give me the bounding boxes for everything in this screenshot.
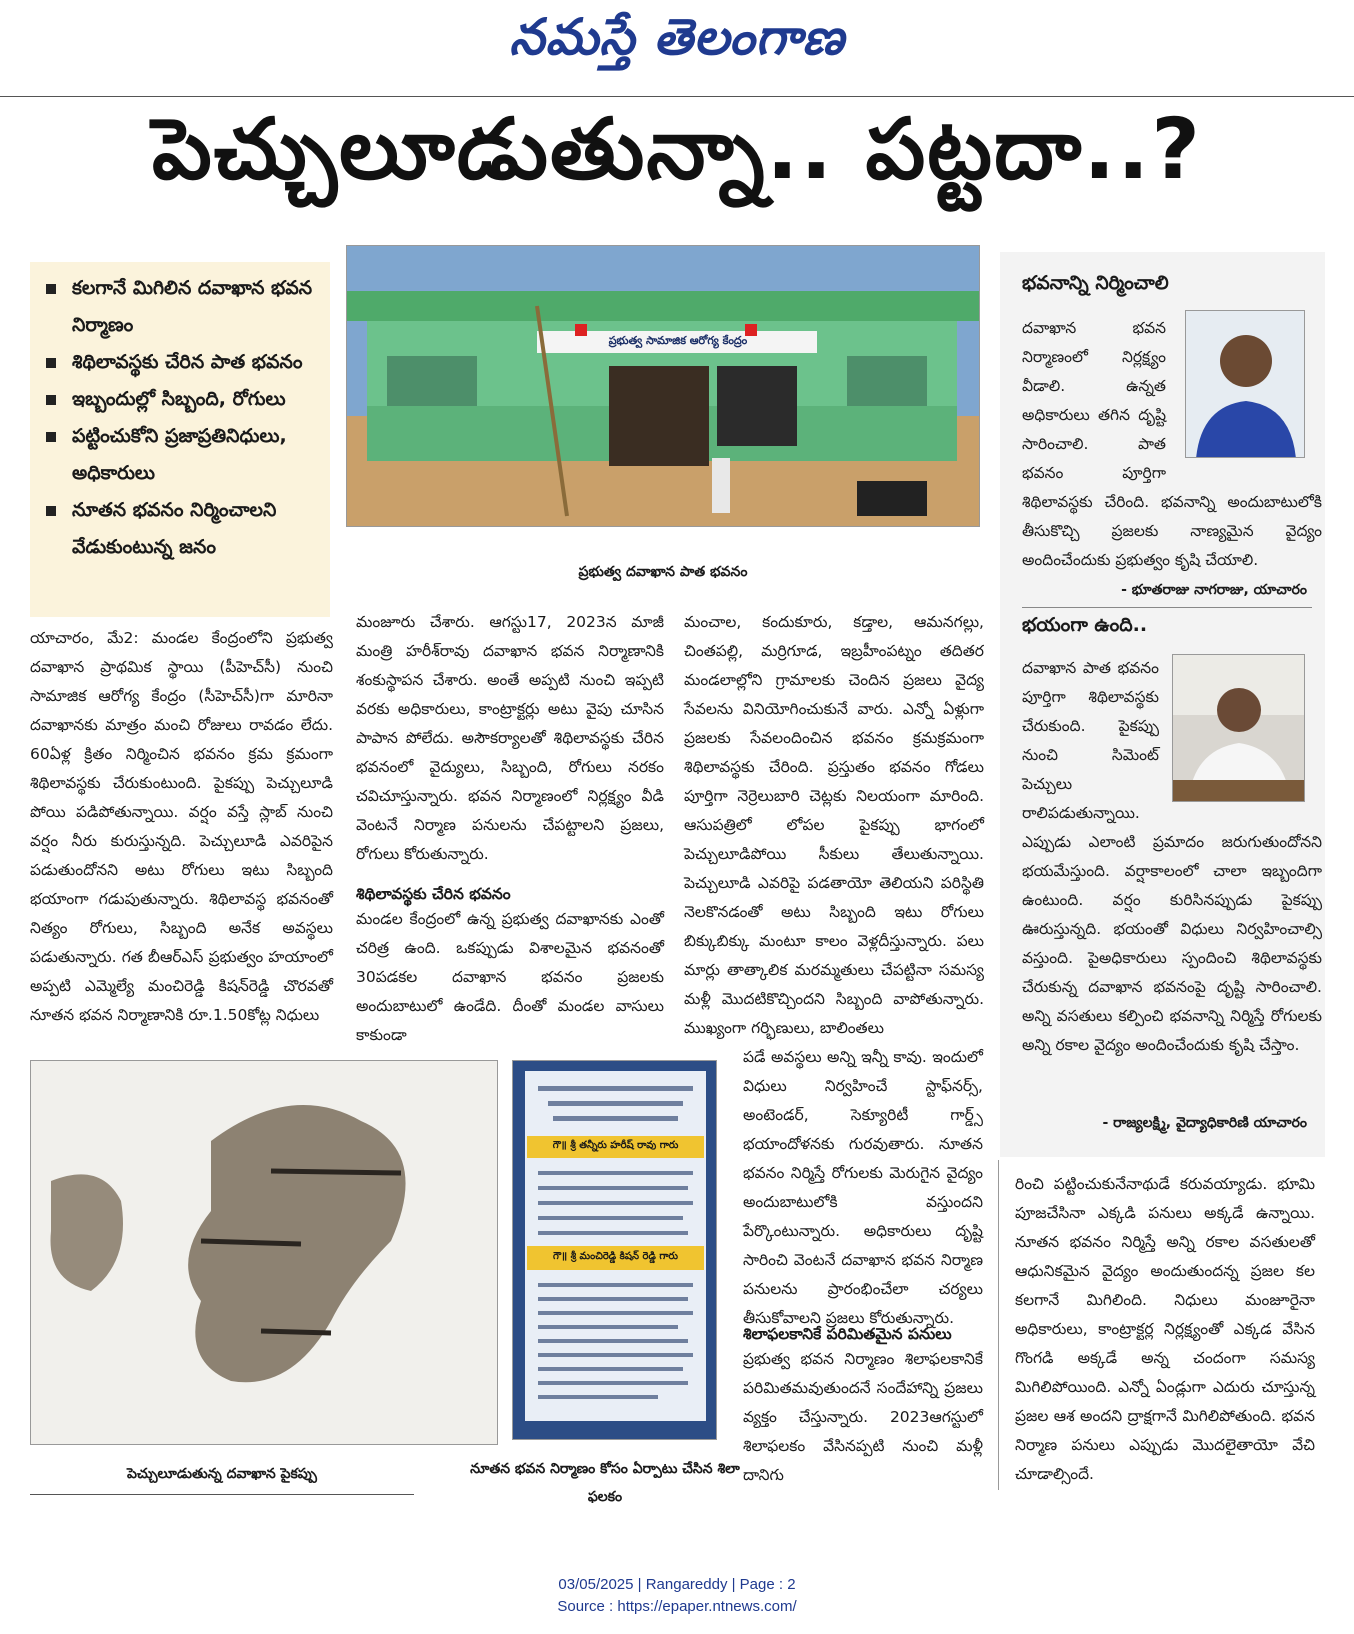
top-photo-caption: ప్రభుత్వ దవాఖాన పాత భవనం (578, 564, 748, 580)
footer-date-edition: 03/05/2025 | Rangareddy | Page : 2 (558, 1576, 796, 1593)
quote2-photo-wrap (1159, 654, 1322, 804)
quote1-heading: భవనాన్ని నిర్మించాలి (1022, 272, 1169, 294)
article-col-3c: ప్రభుత్వ భవన నిర్మాణం శిలాఫలకానికే పరిమితమవుతుందనే సందేహాన్ని ప్రజలు వ్యక్తం చేస్తున్నారు. 2023ఆగస్టులో శిలాఫలకం వేసినప్పటి నుంచి మళ్లీ దానిగు (743, 1350, 983, 1484)
plaque-photo-caption: నూతన భవన నిర్మాణం కోసం ఏర్పాటు చేసిన శిలా ఫలకం (470, 1461, 740, 1505)
ceiling-caption-rule (30, 1494, 414, 1495)
article-col-3b: పడే అవస్థలు అన్ని ఇన్నీ కావు. ఇందులో విధులు నిర్వహించే స్టాఫ్‌నర్స్, అంటెండర్, సెక్యూరిటీ గార్డ్స్ భయాందోళనకు గురవుతారు. నూతన భవనం నిర్మిస్తే రోగులకు మెరుగైన వైద్యం అందుబాటులోకి వస్తుందని పేర్కొంటున్నారు. అధికారులు దృష్టి సారించి వెంటనే దవాఖాన భవన నిర్మాణ పనులను ప్రారంభించేలా చర్యలు తీసుకోవాలని ప్రజలు కోరుతున్నారు. (743, 1048, 983, 1327)
plaque-name-2: గౌ॥ శ్రీ మంచిరెడ్డి కిషన్ రెడ్డి గారు (553, 1251, 678, 1262)
quote2-heading: భయంగా ఉంది.. (1022, 614, 1148, 636)
footer-source[interactable]: Source : https://epaper.ntnews.com/ (557, 1598, 797, 1615)
building-sign-text: ప్రభుత్వ సామాజిక ఆరోగ్య కేంద్రం (608, 334, 748, 347)
quote2-attribution: - రాజ్యలక్ష్మి, వైద్యాధికారిణి యాచారం (1102, 1115, 1307, 1131)
ceiling-photo-caption: పెచ్చులూడుతున్న దవాఖాన పైకప్పు (127, 1466, 317, 1482)
masthead-logo: నమస్తే తెలంగాణ (509, 8, 845, 66)
article-col-3a: మంచాల, కందుకూరు, కడ్తాల, ఆమనగల్లు, చింతపల్లి, మర్రిగూడ, ఇబ్రహీంపట్నం తదితర మండలాల్లోని గ్రామాలకు చెందిన ప్రజలు వైద్య సేవలను వినియోగించుకునే వారు. ఎన్నో ఏళ్లుగా ప్రజలకు సేవలందించిన భవనం క్రమక్రమంగా శిథిలావస్థకు చేరింది. ప్రస్తుతం భవనం గోడలు పూర్తిగా నెర్రెలుబారి చెట్లకు నిలయంగా మారింది. ఆసుపత్రిలో లోపల పైకప్పు భాగంలో పెచ్చులూడిపోయి సీకులు తేలుతున్నాయి. పెచ్చులూడి ఎవరిపై పడతాయో తెలియని పరిస్థితి నెలకొనడంతో అటు సిబ్బంది ఇటు రోగులు బిక్కుబిక్కు మంటూ కాలం వెళ్లదీస్తున్నారు. పలు మార్లు తాత్కాలిక మరమ్మతులు చేపట్టినా సమస్య మళ్లీ మొదటికొచ్చిందని సిబ్బంది వాపోతున్నారు. ముఖ్యంగా గర్భిణులు, బాలింతలు (684, 613, 984, 1037)
highlights-box (30, 262, 330, 617)
highlight-item: నూతన భవనం నిర్మించాలని వేడుకుంటున్న జనం (40, 492, 320, 566)
bullet-square-icon (46, 358, 56, 368)
quote2-text: దవాఖాన పాత భవనం పూర్తిగా శిథిలావస్థకు చేరుకుంది. పైకప్పు నుంచి సిమెంట్ పెచ్చులు రాలిపడుతున్నాయి. ఎప్పుడు ఎలాంటి ప్రమాదం జరుగుతుందోనని భయమేస్తుంది. వర్షాకాలంలో చాలా ఇబ్బందిగా ఉంటుంది. వర్షం కురిసినప్పుడు పైకప్పు ఊరుస్తున్నది. భయంతో విధులు నిర్వహించాల్సి వస్తుంది. పైఅధికారులు స్పందించి శిథిలావస్థకు చేరుకున్న దవాఖాన భవనంపై దృష్టి సారించాలి. అన్ని వసతులు కల్పించి భవనాన్ని నిర్మిస్తే రోగులకు అన్ని రకాల వైద్యం అందించేందుకు కృషి చేస్తాం. (1022, 654, 1322, 1060)
bullet-square-icon (46, 395, 56, 405)
article-col-4: రించి పట్టించుకునేనాథుడే కరువయ్యాడు. భూమి పూజచేసినా ఎక్కడి పనులు అక్కడే ఉన్నాయి. నూతన భవనం నిర్మిస్తే అన్ని రకాల వసతులతో ఆధునికమైన వైద్యం అందుతుందన్న ప్రజల కల కలగానే మిగిలింది. నిధులు మంజూరైనా అధికారులు, కాంట్రాక్టర్ల నిర్లక్ష్యంతో ఎక్కడ వేసిన గొంగడి అక్కడే అన్న చందంగా సమస్య మిగిలిపోయింది. ఎన్నో ఏండ్లుగా ఎదురు చూస్తున్న ప్రజల ఆశ అందని ద్రాక్షగానే మిగిలిపోతుంది. భవన నిర్మాణ పనులు ఎప్పుడు మొదలైతాయో వేచి చూడాల్సిందే. (1015, 1175, 1315, 1483)
highlight-item: పట్టించుకోని ప్రజాప్రతినిధులు, అధికారులు (40, 418, 320, 492)
building-illustration (347, 246, 980, 527)
quotes-sidebar (1000, 252, 1325, 1157)
foundation-plaque-photo (512, 1060, 717, 1440)
quote1-photo-wrap (1166, 314, 1322, 464)
article-col-2b: మండల కేంద్రంలో ఉన్న ప్రభుత్వ దవాఖానకు ఎంతో చరిత్ర ఉంది. ఒకప్పుడు విశాలమైన భవనంతో 30పడకల దవాఖాన భవనం ప్రజలకు అందుబాటులో ఉండేది. దీంతో మండల వాసులు కాకుండా (356, 910, 664, 1044)
page-footer (0, 1574, 1354, 1618)
hospital-building-photo (346, 245, 980, 527)
highlight-item: కలగానే మిగిలిన దవాఖాన భవన నిర్మాణం (40, 270, 320, 344)
subheading-dilapidated-building: శిథిలావస్థకు చేరిన భవనం (356, 885, 511, 903)
bullet-square-icon (46, 432, 56, 442)
subheading-plaque-works: శిలాఫలకానికే పరిమితమైన పనులు (743, 1325, 952, 1343)
plaque-name-1: గౌ॥ శ్రీ తన్నీరు హరీష్ రావు గారు (552, 1140, 679, 1151)
quote1-text: దవాఖాన భవన నిర్మాణంలో నిర్లక్ష్యం వీడాలి. ఉన్నత అధికారులు తగిన దృష్టి సారించాలి. పాత భవనం పూర్తిగా శిథిలావస్థకు చేరింది. భవనాన్ని అందుబాటులోకి తీసుకొచ్చి ప్రజలకు నాణ్యమైన వైద్యం అందించేందుకు ప్రభుత్వం కృషి చేయాలి. (1022, 314, 1322, 575)
article-col-1: యాచారం, మే2: మండల కేంద్రంలోని ప్రభుత్వ దవాఖాన ప్రాథమిక స్థాయి (పీహెచ్‌సీ) నుంచి సామాజిక ఆరోగ్య కేంద్రం (సీహెచ్‌సీ)గా మారినా దవాఖానకు మాత్రం మంచి రోజులు రావడం లేదు. 60ఏళ్ల క్రితం నిర్మించిన భవనం క్రమ క్రమంగా శిథిలావస్థకు చేరుకుంటుంది. పైకప్పు పెచ్చులూడి పోయి పడిపోతున్నాయి. వర్షం వస్తే స్లాబ్ నుంచి వర్షం నీరు కురుస్తున్నది. పెచ్చులూడి ఎవరిపైన పడుతుందోనని అటు రోగులు ఇటు సిబ్బంది భయాంగా గడుపుతున్నారు. శిథిలావస్థ భవనంతో నిత్యం రోగులు, సిబ్బంది అనేక అవస్థలు పడుతున్నారు. గత బీఆర్‌ఎస్ ప్రభుత్వం హయాంలో అప్పటి ఎమ్మెల్యే మంచిరెడ్డి కిషన్‌రెడ్డి చొరవతో నూతన భవన నిర్మాణానికి రూ.1.50కోట్ల నిధులు (30, 629, 333, 1024)
highlight-item: ఇబ్బందుల్లో సిబ్బంది, రోగులు (40, 381, 320, 418)
sidebar-divider (1022, 607, 1312, 608)
highlight-item: శిథిలావస్థకు చేరిన పాత భవనం (40, 344, 320, 381)
headline: పెచ్చులూడుతున్నా.. పట్టదా..? (152, 100, 1202, 198)
ceiling-illustration (31, 1061, 498, 1445)
quote1-attribution: - భూతరాజు నాగరాజు, యాచారం (1121, 582, 1307, 598)
article-col-2a: మంజూరు చేశారు. ఆగస్టు17, 2023న మాజీ మంత్రి హరీశ్‌రావు దవాఖాన భవన నిర్మాణానికి శంకుస్థాపన చేశారు. అంతే అప్పటి నుంచి ఇప్పటి వరకు అధికారులు, కాంట్రాక్టర్లు అటు వైపు చూసిన పాపాన పోలేదు. అసౌకర్యాలతో శిథిలావస్థకు చేరిన భవనంలో వైద్యులు, సిబ్బంది, రోగులు నరకం చవిచూస్తున్నారు. భవన నిర్మాణంలో నిర్లక్ష్యం వీడి వెంటనే నిర్మాణ పనులను చేపట్టాలని ప్రజలు, రోగులు కోరుతున్నారు. (356, 613, 664, 863)
ceiling-photo (30, 1060, 498, 1445)
masthead-rule (0, 96, 1354, 97)
column-divider (998, 1160, 999, 1490)
bullet-square-icon (46, 284, 56, 294)
bullet-square-icon (46, 506, 56, 516)
